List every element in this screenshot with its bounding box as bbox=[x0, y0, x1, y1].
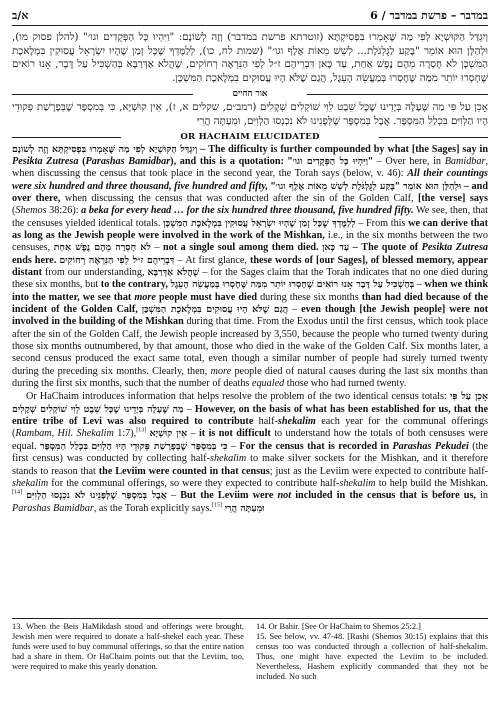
text-span: Shemos bbox=[15, 205, 47, 217]
elucidated-paragraph-1 bbox=[12, 144, 488, 391]
text-span: – bbox=[150, 242, 163, 254]
footnote-ref[interactable]: [14] bbox=[12, 489, 22, 496]
text-span: But the Leviim were bbox=[180, 490, 278, 502]
text-span: – bbox=[166, 490, 181, 502]
lemma: לֹא חָסְרָה מֵהֶם נֶפֶשׁ אַחַת bbox=[53, 242, 151, 254]
lemma: דִּבְרֵיהֶם ז״ל לְפִי הַנִּרְאֶה רְחוֹקִים bbox=[59, 254, 175, 266]
lemma: כִּי בְּמִסְפָּר שֶׁבְּפָרָשַׁת פְּקוּדֵי הָיוּ הַלְוִיִּם bbox=[91, 440, 228, 452]
text-span: shekalim bbox=[12, 477, 49, 489]
text-span: – bbox=[288, 304, 302, 316]
lemma: וּמֵעַתָּה הֲרֵי bbox=[224, 502, 265, 514]
text-span: people bbox=[155, 291, 191, 303]
hebrew-main-text: וְיִגְדַּל הַקּוּשְׁיָא לְפִי מַה שֶּׁאָמְרוּ בִּפְסִיקְתָּא (זוטרתא פרשת במדבר) וְזֶה לְשׁוֹנָם: "וַיִּהְיוּ כָּל הַפְּקֻדִים וגו׳" (להלן פסוק מו), וּלְהַלָּן הוּא אוֹמֵר "בֶּקַע לַגֻּלְגֹּלֶת... לְשֵׁשׁ מֵאוֹת אֶלֶף וגו׳" (שמות לח, כו), לְלַמֶּדְךָ שֶׁכָּל זְמַן שֶׁהָיוּ יִשְׂרָאֵל עֲסוּקִין בִּמְלֶאכֶת הַמִּשְׁכָּן לֹא חָסְרָה מֵהֶם נֶפֶשׁ אַחַת, עַד כָּאן דִּבְרֵיהֶם ז״ל לְפִי הַנִּרְאֶה רְחוֹקִים, שֶׁהֲלֹא אַדְּרַבָּא בְּהַשְׁכִּיל עַל דָּבָר, אָנוּ רוֹאִים שֶׁחָסְרוּ יוֹתֵר מִמַּה שֶּׁחָסְרוּ בְּמַעֲשֵׂה הָעֵגֶל, הֲגַם שֶׁלֹּא הָיוּ עֲסוּקִים בִּמְלֶאכֶת הַמִּשְׁכָּן. bbox=[12, 31, 488, 84]
running-title: במדבר – פרשת במדבר / 6 bbox=[370, 9, 488, 22]
text-span: All their countings were six hundred and three thousand, five hundred and fifty, bbox=[12, 168, 488, 192]
text-span: – At first glance, bbox=[174, 254, 250, 266]
text-span: – bbox=[183, 403, 195, 415]
text-span: people died of natural causes during the last six months than during the first six months, such that the number of deaths bbox=[12, 365, 488, 390]
text-span: Bamidbar bbox=[444, 155, 486, 167]
text-span: included in the census that is before us, bbox=[291, 490, 476, 502]
text-span: shekalim bbox=[339, 477, 376, 489]
text-span: more bbox=[134, 291, 156, 303]
lemma: בְּהַשְׁכִּיל עַל דָּבָר אָנוּ רוֹאִים שֶׁחָסְרוּ יוֹתֵר מִמַּה שֶּׁחָסְרוּ בְּמַעֲשֵׂה הָעֵגֶל bbox=[170, 279, 415, 291]
text-span: we can derive that as long as the Jewish people were involved in the work of the Mishkan, bbox=[12, 217, 488, 241]
elucidated-heading-label: OR HACHAIM ELUCIDATED bbox=[180, 131, 320, 142]
text-span: Pesikta Zutresa bbox=[421, 242, 488, 254]
text-span: – and over there, bbox=[12, 180, 488, 204]
text-span: – The quote of bbox=[349, 242, 422, 254]
orhaim-text: אָכֵן עַל פִּי מַה שֶּׁעָלָה בְּיָדֵינוּ שֶׁכָּל שֵׁבֶט לֵוִי שׁוֹקְלִים שְׁקָלִים (רמב״ם, שקלים א, ז), אֵין קוּשְׁיָא, כִּי בְּמִסְפָּר שֶׁבְּפָרָשַׁת פְּקוּדֵי הָיוּ הַלְוִיִּם בִּכְלַל הַמִּסְפָּר. אֲבָל בְּמִסְפָּר שֶׁלְּפָנֵינוּ לֹא נִכְנְסוּ הַלְוִיִּם, וּמֵעַתָּה הֲרֵי bbox=[12, 101, 488, 127]
text-span: Or HaChaim introduces information that helps resolve the problem of the two identical census totals: bbox=[26, 391, 450, 403]
elucidated-heading bbox=[12, 132, 488, 142]
page bbox=[12, 6, 488, 708]
text-span: it is not difficult bbox=[198, 428, 271, 440]
lemma: הֲגַם שֶׁלֹּא הָיוּ עֲסוּקִים בִּמְלֶאכֶת הַמִּשְׁכָּן bbox=[141, 304, 289, 316]
text-span: more bbox=[210, 365, 232, 377]
text-span: ; just as the Leviim were expected to contribute half- bbox=[269, 465, 488, 477]
text-span: – for the Sages claim that the Torah indicates that no one died during these six months, but bbox=[12, 267, 488, 291]
text-span: We see, then, that the censuses yielded identical totals. bbox=[12, 205, 488, 229]
folio: א/ב bbox=[12, 9, 29, 22]
elucidated-paragraph-2 bbox=[12, 391, 488, 514]
footnotes bbox=[12, 618, 488, 683]
orhaim-heading-label: אור החיים bbox=[232, 89, 268, 100]
lemma: וְיִגְדַּל הַקּוּשְׁיָא לְפִי מַה שֶּׁאָמְרוּ בִּפְסִיקְתָּא וְזֶה לְשׁוֹנָם bbox=[12, 143, 198, 155]
text-span: to help build the Mishkan. bbox=[375, 477, 488, 489]
text-span: each year for the communal offerings ( bbox=[12, 416, 488, 440]
footnote-ref[interactable]: [13] bbox=[136, 428, 147, 435]
text-span: ( bbox=[12, 205, 16, 217]
text-span: to make silver sockets for the Mishkan, and it therefore stands to reason that bbox=[12, 453, 488, 477]
text-span: must have died bbox=[190, 291, 258, 303]
lemma: אֲבָל בְּמִסְפָּר שֶׁלְּפָנֵינוּ לֹא נִכְנְסוּ הַלְוִיִּם bbox=[26, 490, 167, 502]
text-span: during that time. From the Exodus until the first census, which took place after the sin of the Golden Calf, the Jewish people increased by 3,550, because the people who turned twenty during those six months outnumbered, by that amount, those who died in the wake of the Golden Calf. Six months later, a second census produced the exact same total, even though a similar number of people had surely turned twenty during the preceding six months. Clearly, then, bbox=[12, 316, 488, 377]
text-span: the Leviim were counted in that census bbox=[98, 465, 270, 477]
text-span: – bbox=[227, 440, 240, 452]
text-span: Rambam, Hil. Shekalim bbox=[15, 428, 114, 440]
text-span: ), and this is a quotation: bbox=[170, 155, 288, 167]
rule-left bbox=[12, 94, 193, 95]
lemma: "וַיִּהְיוּ כָּל הַפְּקֻדִים וגו׳" bbox=[287, 155, 373, 167]
text-span: when we think into the matter, we see that bbox=[12, 279, 488, 303]
text-span: from our understanding, bbox=[42, 267, 148, 278]
text-span: these words of [our Sages], of blessed memory, appear distant bbox=[12, 254, 488, 278]
text-span: half- bbox=[253, 416, 278, 428]
text-span: Pesikta Zutresa bbox=[12, 155, 79, 167]
lemma: אָכֵן עַל פִּי מַה שֶּׁעָלָה בְּיָדֵינוּ שֶׁכָּל שֵׁבֶט לֵוִי שׁוֹקְלִים שְׁקָלִים bbox=[12, 391, 488, 415]
text-span: a beka for every head … for the six hundred three thousand, five hundred fifty. bbox=[81, 205, 414, 217]
lemma: לְלַמֶּדְךָ שֶׁכָּל זְמַן שֶׁהָיוּ יִשְׂרָאֵל עֲסוּקִין בִּמְלֶאכֶת הַמִּשְׁכָּן bbox=[163, 217, 356, 229]
text-span: [the verse] says bbox=[418, 192, 488, 204]
orhaim-heading bbox=[12, 88, 488, 99]
text-span: ends here. bbox=[12, 254, 60, 266]
text-span: – The difficulty is further compounded by what [the Sages] say in bbox=[197, 143, 488, 155]
lemma: שֶׁהֲלֹא אַדְּרַבָּא bbox=[147, 267, 200, 278]
text-span: equaled bbox=[251, 378, 285, 390]
text-span: not bbox=[277, 490, 292, 502]
text-span: to the contrary, bbox=[100, 279, 168, 291]
text-span: in bbox=[475, 490, 488, 502]
text-span: for the communal offerings, so were they expected to contribute half- bbox=[48, 477, 340, 489]
footnote-column-left: 13. When the Beis HaMikdash stood and offerings were brought, Jewish men were required to donate a half-shekel each year. These funds were used to buy communal offerings, so that the entire nation had a share in them. Or HaChaim points out that the Leviim, too, were required to make this yearly donation. bbox=[12, 622, 244, 672]
rule-right bbox=[307, 94, 488, 95]
text-span: Parashas Bamidbar bbox=[12, 502, 94, 514]
text-span: , as the Torah explicitly says. bbox=[93, 502, 213, 514]
text-span: – bbox=[414, 279, 425, 291]
text-span: not a single soul among them died. bbox=[162, 242, 319, 254]
text-span: – bbox=[187, 428, 199, 440]
text-span: 1:7), bbox=[113, 428, 137, 440]
lemma: אֵין קוּשְׁיָא bbox=[149, 428, 188, 440]
text-span: those who had turned twenty. bbox=[284, 378, 407, 390]
text-span: , when discussing the census that took place in the second year, the Torah says (below, v. 46): bbox=[12, 155, 488, 180]
lemma: עַד כָּאן bbox=[322, 242, 350, 254]
text-span: Parashas Pekudei bbox=[392, 440, 469, 452]
text-span: shekalim bbox=[209, 453, 247, 465]
text-span: shekalim bbox=[277, 416, 316, 428]
text-span: Parashas Bamidbar bbox=[85, 155, 171, 167]
text-span: even though [the Jewish people] were not involved in the building of the Mishkan bbox=[12, 304, 488, 328]
running-header bbox=[12, 6, 488, 26]
text-span: However, on the basis of what has been established for us, that the entire tribe of Levi was also required to contribute bbox=[12, 403, 488, 428]
text-span: than had died because of the incident of the Golden Calf, bbox=[12, 291, 488, 316]
text-span: during these six months bbox=[257, 291, 362, 303]
text-span: i.e., in the six months between the two censuses, bbox=[12, 229, 488, 254]
text-span: For the census that is recorded in bbox=[239, 440, 393, 452]
rule-left bbox=[12, 137, 121, 138]
text-span: ( bbox=[78, 155, 86, 167]
text-span: 38:26): bbox=[46, 205, 82, 217]
footnote-column-right: 14. Or Bahir. [See Or HaChaim to Shemos 25:2.] 15. See below, vv. 47-48. [Rashi (Shemos 30:15) explains that this census too was conducted through a collection of half-shekalim. Thus, one might have expected the Leviim to be included. Nevertheless, Hashem explicitly commanded that they not be included. No such bbox=[256, 622, 488, 682]
text-span: (the first census) was conducted by collecting half- bbox=[12, 440, 488, 465]
text-span: – From this bbox=[355, 217, 409, 229]
text-span: – Over here, in bbox=[372, 155, 445, 167]
elucidated-text bbox=[12, 144, 488, 515]
lemma: וּלְהַלָּן הוּא אוֹמֵר "בֶּקַע לַגֻּלְגֹּלֶת לְשֵׁשׁ מֵאוֹת אֶלֶף וגו׳" bbox=[270, 180, 462, 192]
rule-right bbox=[379, 137, 488, 138]
text-span: to understand how the totals of both censuses were equal. bbox=[12, 428, 488, 452]
lemma: בִּכְלַל הַמִּסְפָּר bbox=[40, 440, 88, 452]
footnote-ref[interactable]: [15] bbox=[212, 502, 223, 509]
text-span: when discussing the census that was conducted after the sin of the Golden Calf, bbox=[60, 192, 419, 204]
